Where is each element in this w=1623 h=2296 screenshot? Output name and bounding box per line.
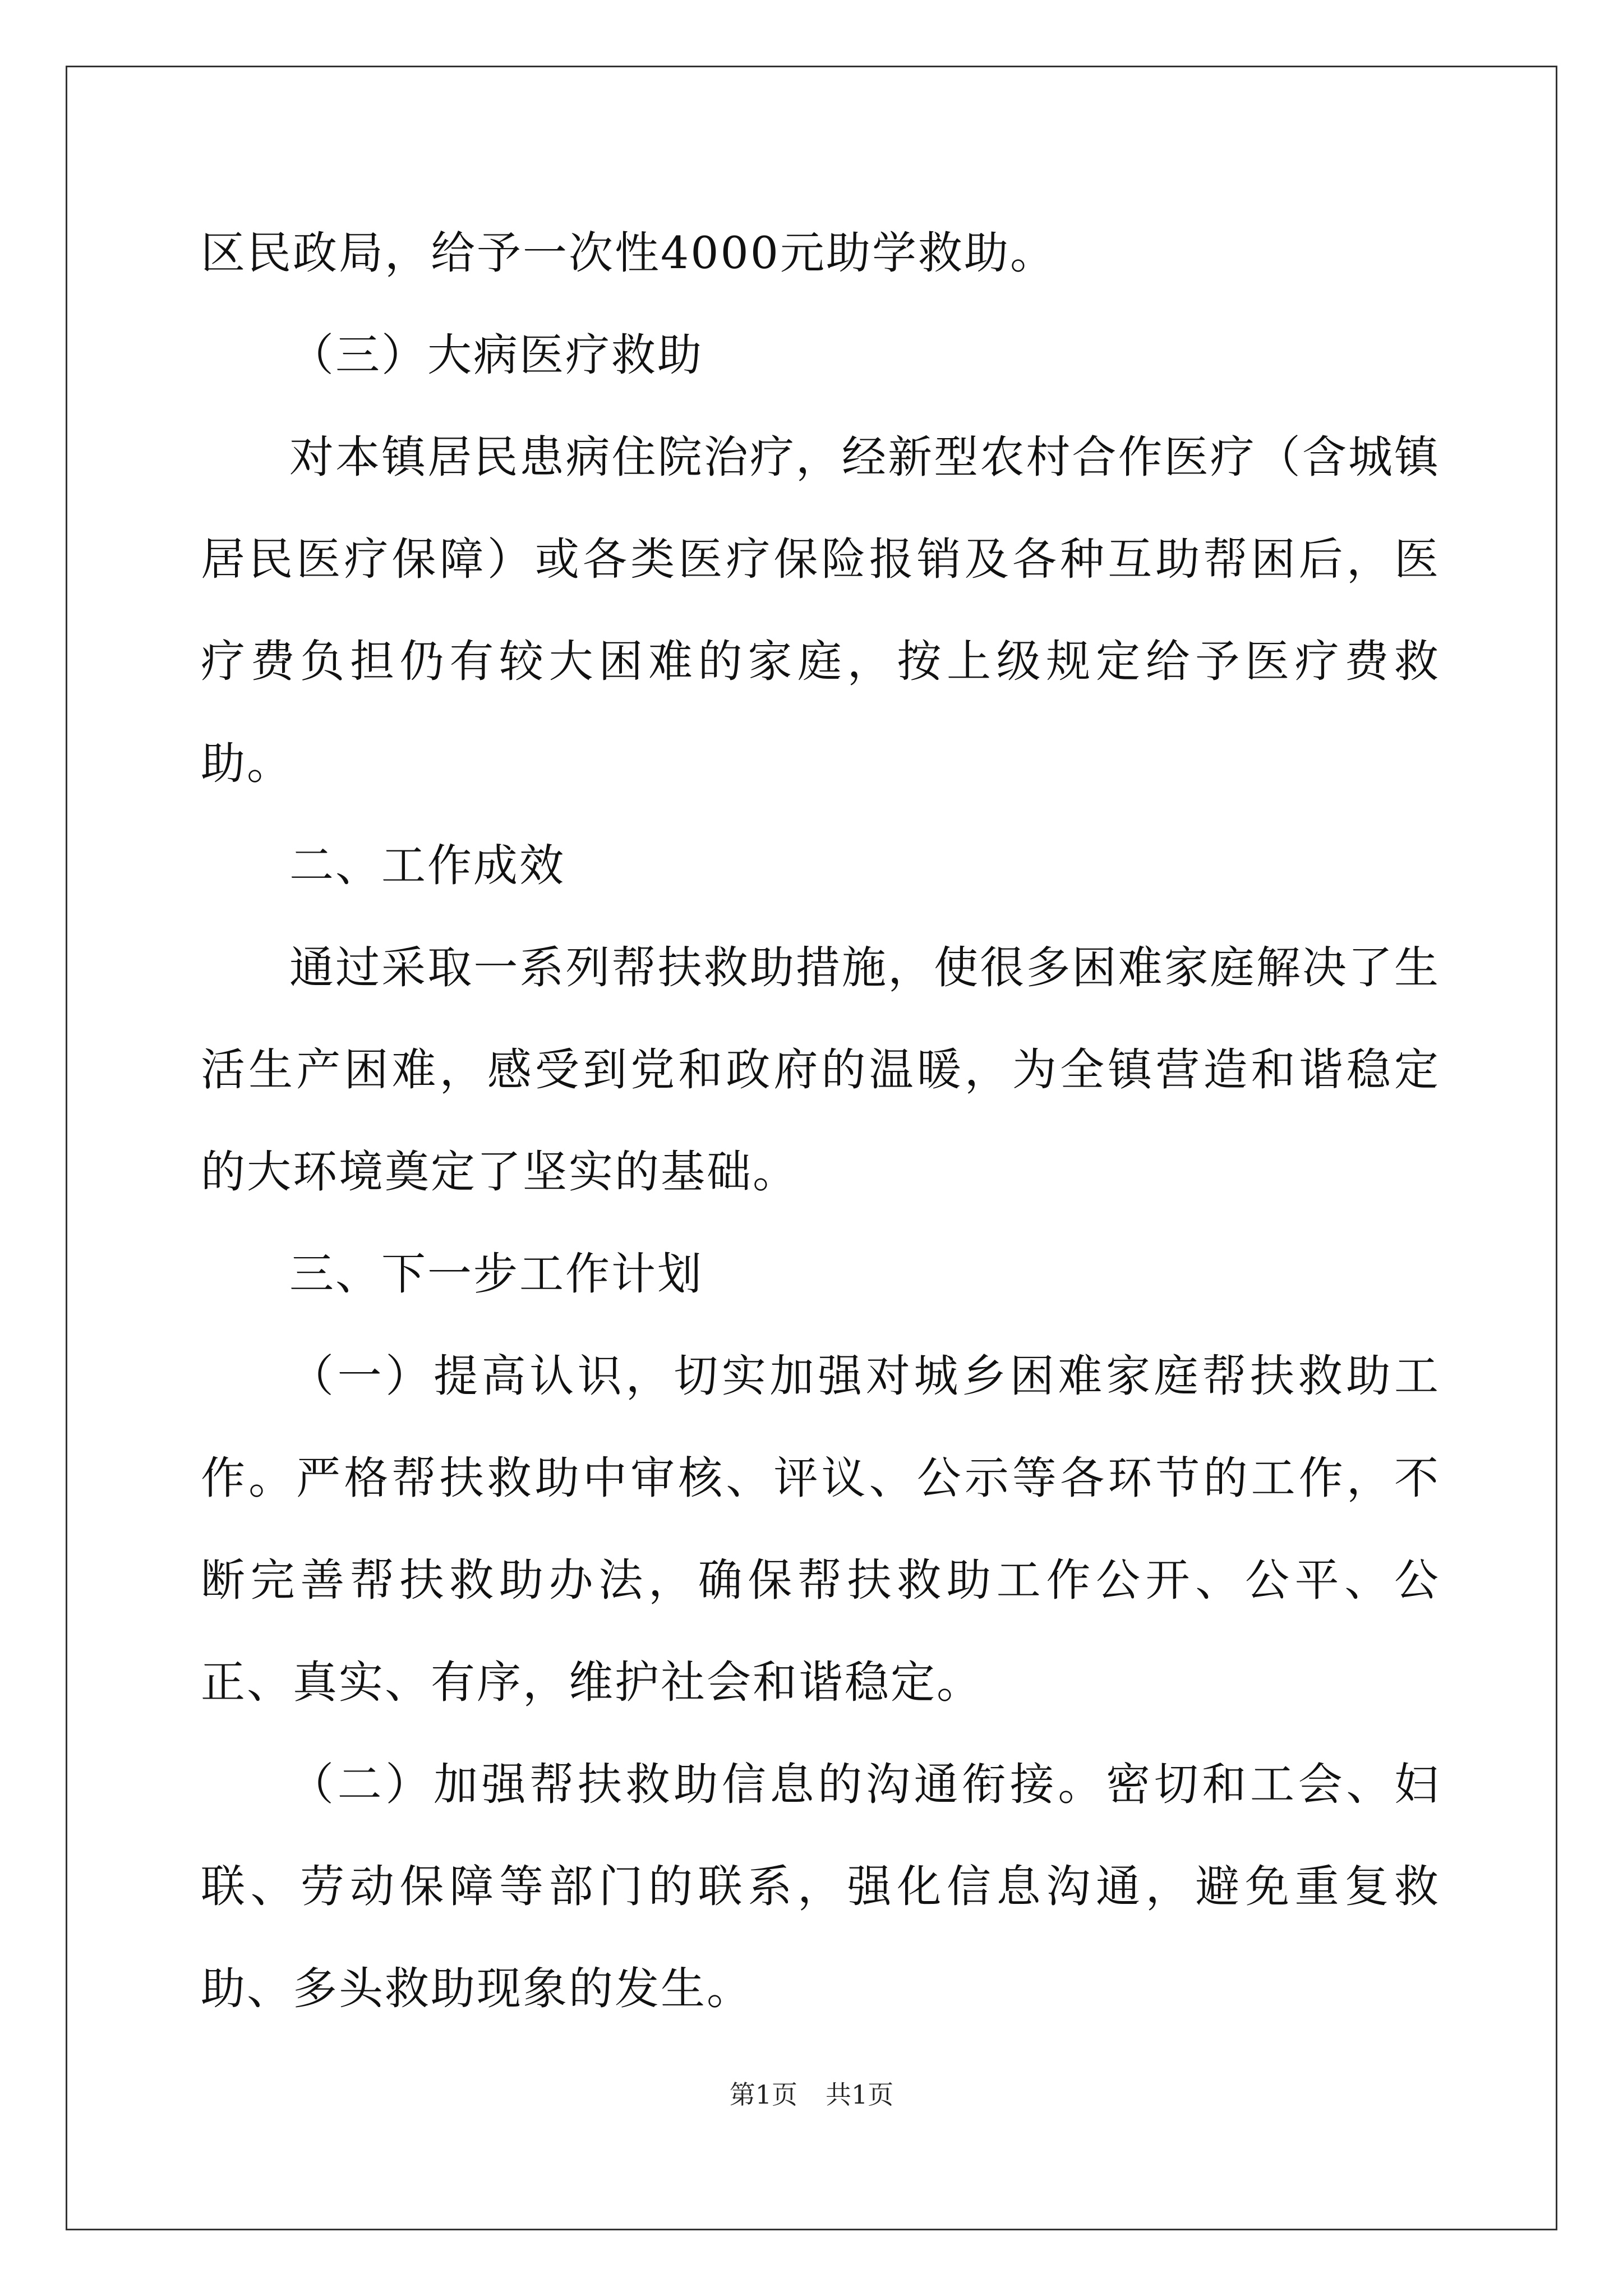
section-heading: 三、下一步工作计划 bbox=[289, 1248, 703, 1300]
paragraph: 区民政局，给予一次性4000元助学救助。 bbox=[201, 227, 1057, 279]
section-heading: 二、工作成效 bbox=[289, 840, 565, 891]
page-number: 第1页 bbox=[729, 2079, 797, 2110]
page-footer bbox=[0, 2078, 1623, 2111]
paragraph: 对本镇居民患病住院治疗，经新型农村合作医疗（含城镇居民医疗保障）或各类医疗保险报销及各种互助帮困后，医疗费负担仍有较大困难的家庭，按上级规定给予医疗费救助。 bbox=[201, 431, 1440, 789]
paragraph: （二）加强帮扶救助信息的沟通衔接。密切和工会、妇联、劳动保障等部门的联系，强化信息沟通，避免重复救助、多头救助现象的发生。 bbox=[201, 1759, 1440, 2014]
section-heading: （三）大病医疗救助 bbox=[289, 329, 703, 381]
document-body bbox=[201, 202, 1440, 2040]
paragraph: 通过采取一系列帮扶救助措施，使很多困难家庭解决了生活生产困难，感受到党和政府的温暖，为全镇营造和谐稳定的大环境奠定了坚实的基础。 bbox=[201, 942, 1440, 1198]
paragraph: （一）提高认识，切实加强对城乡困难家庭帮扶救助工作。严格帮扶救助中审核、评议、公示等各环节的工作，不断完善帮扶救助办法，确保帮扶救助工作公开、公平、公正、真实、有序，维护社会和谐稳定。 bbox=[201, 1350, 1440, 1708]
page-total: 共1页 bbox=[826, 2079, 894, 2110]
